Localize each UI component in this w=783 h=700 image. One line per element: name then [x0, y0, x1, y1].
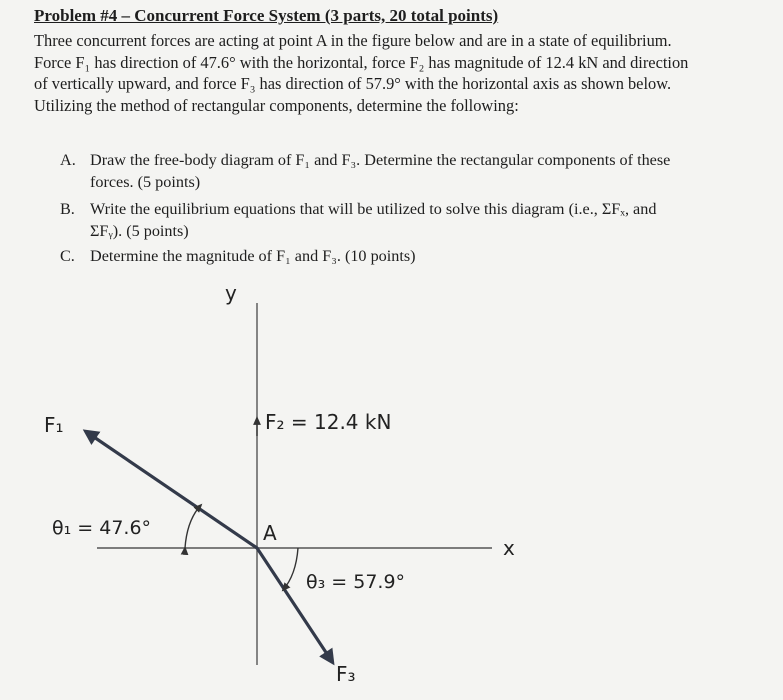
theta1-label: θ₁ = 47.6°	[52, 517, 152, 539]
y-axis-label: y	[225, 281, 237, 305]
part-text-line: ΣFᵧ). (5 points)	[90, 221, 189, 240]
part-text-line: Write the equilibrium equations that will be utilized to solve this diagram (i.e., ΣFₓ, and	[90, 200, 657, 218]
f1-label: F₁	[44, 413, 64, 437]
f3-label: F₃	[336, 662, 356, 686]
theta1-angle-arc	[185, 505, 201, 548]
part-letter: B.	[60, 200, 75, 218]
statement-line: Utilizing the method of rectangular components, determine the following:	[34, 95, 519, 115]
part-text-line: Draw the free-body diagram of F₁ and F₃. Determine the rectangular components of these	[90, 151, 671, 169]
theta3-angle-arc	[283, 548, 298, 590]
part-text-line: forces. (5 points)	[90, 172, 201, 191]
problem-title: Problem #4 – Concurrent Force System (3 parts, 20 total points)	[34, 6, 499, 25]
f2-label: F₂ = 12.4 kN	[265, 410, 392, 434]
part-letter: C.	[60, 247, 75, 265]
part-text-line: Determine the magnitude of F₁ and F₃. (10 points)	[90, 247, 416, 265]
statement-line: Force F₁ has direction of 47.6° with the horizontal, force F₂ has magnitude of 12.4 kN and direction	[34, 52, 689, 72]
point-a-label: A	[263, 521, 277, 545]
theta3-label: θ₃ = 57.9°	[306, 571, 406, 593]
f3-force-arrow	[257, 548, 331, 660]
part-letter: A.	[60, 151, 76, 169]
statement-line: Three concurrent forces are acting at point A in the figure below and are in a state of equilibrium.	[34, 31, 672, 50]
statement-line: of vertically upward, and force F₃ has direction of 57.9° with the horizontal axis as shown below.	[34, 74, 672, 93]
x-axis-label: x	[503, 536, 515, 560]
